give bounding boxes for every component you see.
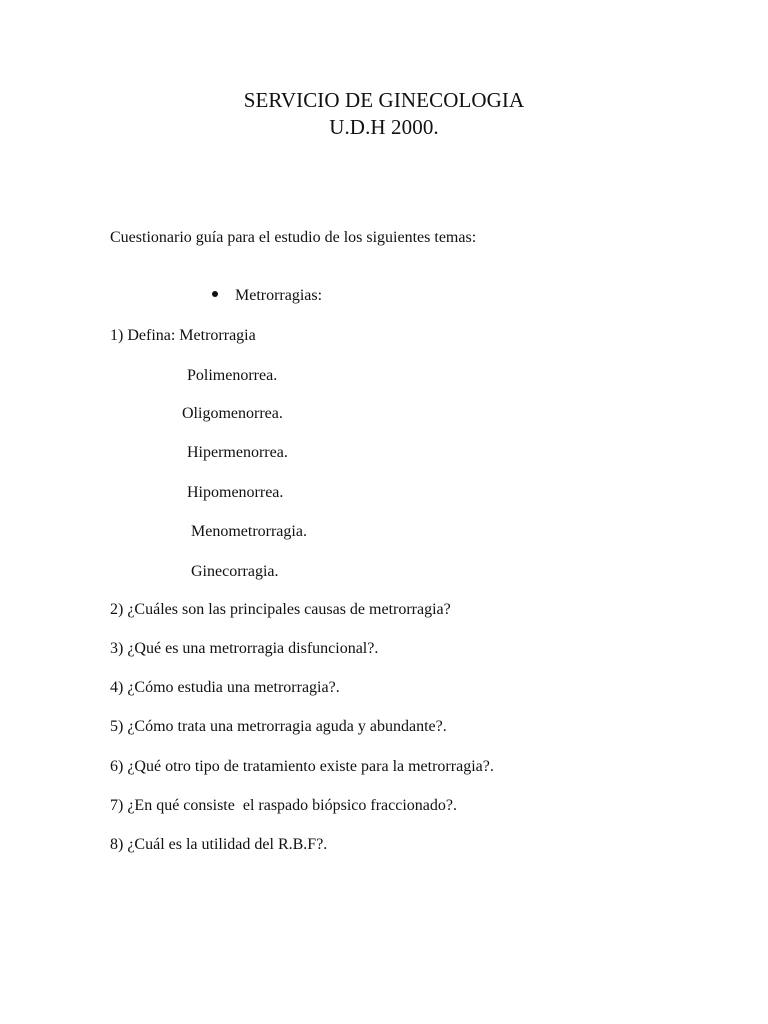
question-1: 1) Defina: Metrorragia — [110, 327, 256, 344]
question-1-term: Polimenorrea. — [187, 367, 278, 384]
question-2: 2) ¿Cuáles son las principales causas de metrorragia? — [110, 601, 451, 618]
intro-text: Cuestionario guía para el estudio de los siguientes temas: — [110, 229, 477, 246]
topic-list-item — [196, 266, 322, 326]
question-4: 4) ¿Cómo estudia una metrorragia?. — [110, 679, 340, 696]
question-5: 5) ¿Cómo trata una metrorragia aguda y abundante?. — [110, 718, 447, 735]
question-6: 6) ¿Qué otro tipo de tratamiento existe para la metrorragia?. — [110, 758, 494, 775]
question-1-term: Oligomenorrea. — [182, 405, 283, 422]
question-1-term: Menometrorragia. — [191, 523, 307, 540]
question-1-term: Ginecorragia. — [191, 563, 279, 580]
topic-label: Metrorragias: — [235, 287, 323, 304]
question-8: 8) ¿Cuál es la utilidad del R.B.F?. — [110, 836, 328, 853]
bullet-icon — [212, 291, 218, 297]
question-3: 3) ¿Qué es una metrorragia disfuncional?. — [110, 640, 379, 657]
question-7: 7) ¿En qué consiste el raspado biópsico fraccionado?. — [110, 797, 457, 814]
question-1-term: Hipermenorrea. — [187, 444, 288, 461]
document-title-line1: SERVICIO DE GINECOLOGIA — [243, 88, 525, 112]
document-title-line2: U.D.H 2000. — [329, 115, 439, 139]
question-1-term: Hipomenorrea. — [187, 484, 284, 501]
